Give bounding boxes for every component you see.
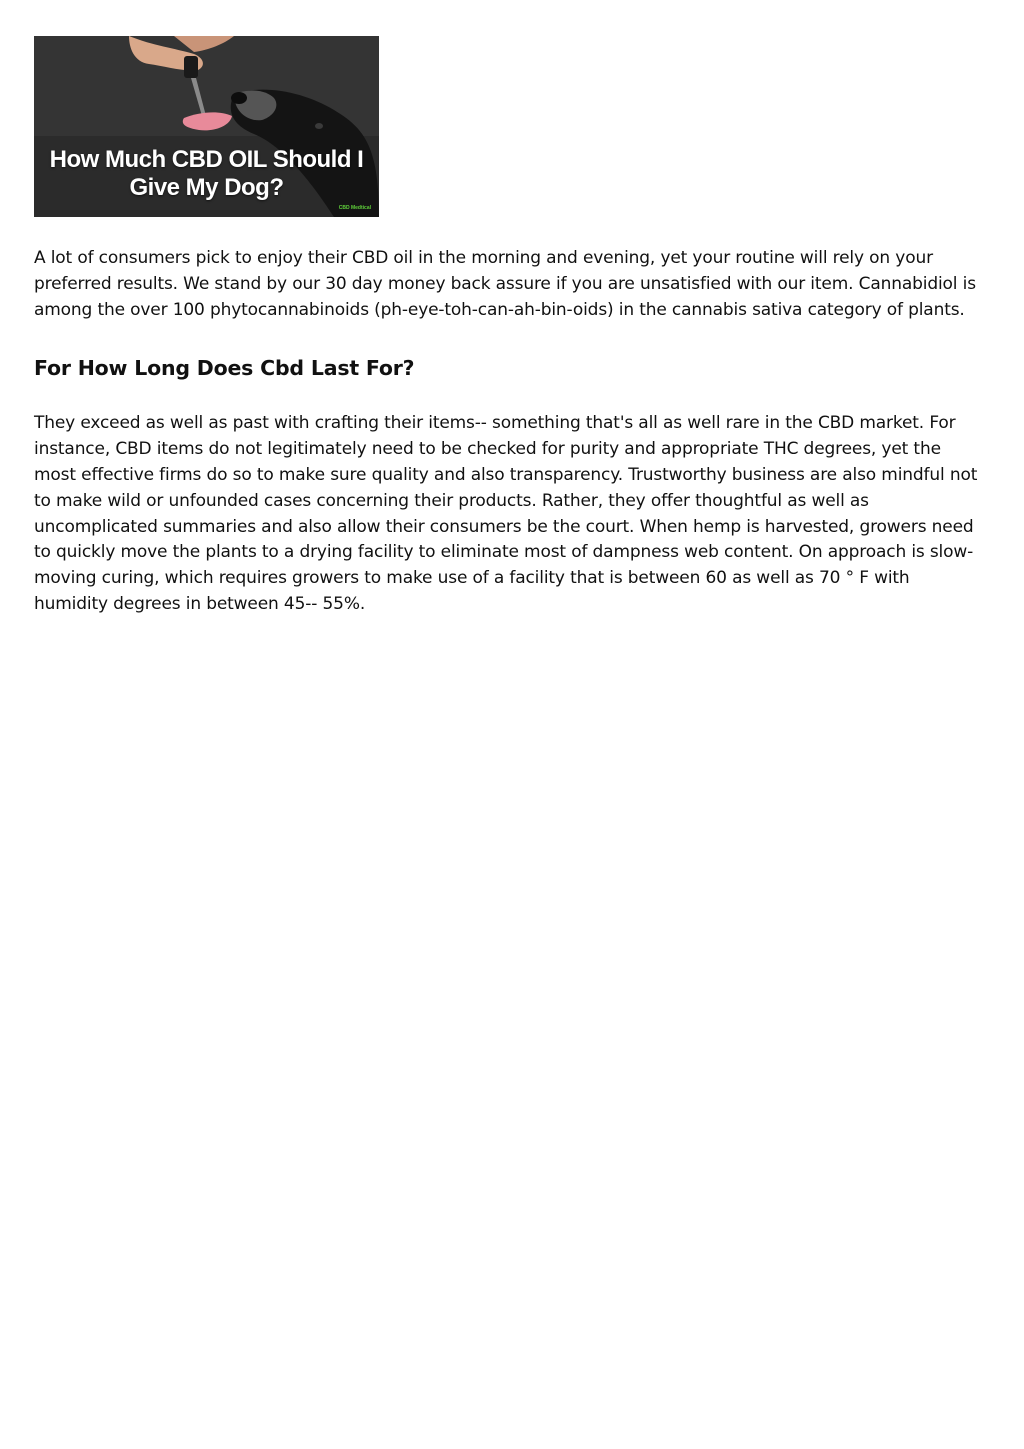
section-heading: For How Long Does Cbd Last For? (34, 356, 415, 381)
image-caption-line2: Give My Dog? (129, 174, 284, 201)
dog-cbd-image (34, 36, 379, 217)
body-paragraph: They exceed as well as past with crafting their items-- something that's all as well rare in the CBD market. For instance, CBD items do not legitimately need to be checked for purity and appropriate THC degrees, yet the most effective firms do so to make sure quality and also transparency. Trustworthy business are also mindful not to make wild or unfounded cases concerning their products. Rather, they offer thoughtful as well as uncomplicated summaries and also allow their consumers be the court. When hemp is harvested, growers need to quickly move the plants to a drying facility to eliminate most of dampness web content. On approach is slow-moving curing, which requires growers to make use of a facility that is between 60 as well as 70 ° F with humidity degrees in between 45-- 55%. (34, 413, 978, 614)
intro-paragraph: A lot of consumers pick to enjoy their CBD oil in the morning and evening, yet your routine will rely on your preferred results. We stand by our 30 day money back assure if you are unsatisfied with our item. Cannabidiol is among the over 100 phytocannabinoids (ph-eye-toh-can-ah-bin-oids) in the cannabis sativa category of plants. (34, 248, 976, 320)
image-watermark: CBD Medtical (338, 205, 371, 211)
image-caption-line1: How Much CBD OIL Should I (49, 146, 364, 173)
image-caption (34, 146, 379, 202)
document-page (34, 36, 984, 618)
